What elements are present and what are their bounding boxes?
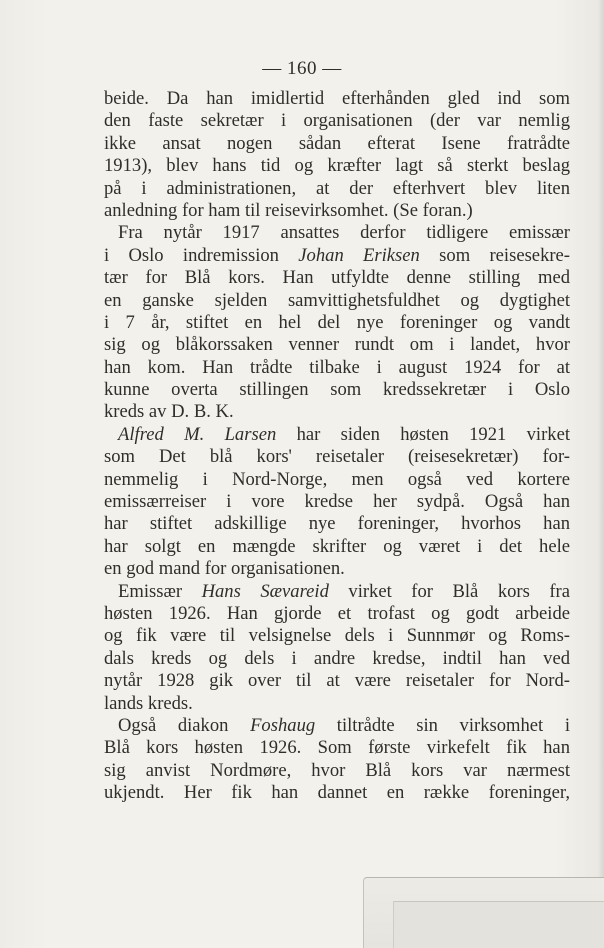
text-segment: på i administrationen, at der efterhvert blev liten (104, 177, 570, 199)
text-line (104, 334, 570, 356)
text-segment: i 7 år, stiftet en hel del nye foreninger og vandt (104, 311, 570, 333)
text-segment: tiltrådte sin virksomhet i (315, 714, 570, 736)
text-line (104, 88, 570, 110)
text-line (104, 222, 570, 244)
text-line (104, 558, 570, 580)
text-segment: som Det blå kors' reisetaler (reisesekretær) for- (104, 446, 570, 468)
text-segment-italic-name: Johan Eriksen (298, 244, 420, 266)
text-line (104, 446, 570, 468)
text-segment: har siden høsten 1921 virket (276, 423, 570, 445)
text-segment: Fra nytår 1917 ansattes derfor tidligere emissær (118, 222, 570, 244)
text-line (104, 737, 570, 759)
text-line (104, 401, 570, 423)
text-segment: virket for Blå kors fra (328, 580, 570, 602)
text-segment: Emissær (118, 580, 202, 602)
text-line (104, 603, 570, 625)
text-segment: 1913), blev hans tid og kræfter lagt så sterkt beslag (104, 155, 570, 177)
text-segment: og fik være til velsignelse dels i Sunnmør og Roms- (104, 625, 570, 647)
text-line (104, 133, 570, 155)
text-segment: har stiftet adskillige nye foreninger, hvorhos han (104, 513, 570, 535)
text-segment: lands kreds. (104, 692, 193, 714)
text-segment: den faste sekretær i organisationen (der var nemlig (104, 110, 570, 132)
text-segment: kunne overta stillingen som kredssekretær i Oslo (104, 379, 570, 401)
text-segment-italic-name: Alfred M. Larsen (118, 423, 277, 445)
text-line (104, 110, 570, 132)
text-line (104, 648, 570, 670)
text-segment: nemmelig i Nord-Norge, men også ved kortere (104, 468, 570, 490)
text-line (104, 670, 570, 692)
text-line (104, 290, 570, 312)
text-line (104, 424, 570, 446)
text-line (104, 581, 570, 603)
text-line (104, 312, 570, 334)
text-segment-italic-name: Foshaug (250, 714, 316, 736)
text-segment: har solgt en mængde skrifter og været i det hele (104, 535, 570, 557)
text-line (104, 178, 570, 200)
text-segment-italic-name: Hans Sævareid (201, 580, 329, 602)
text-segment: kreds av D. B. K. (104, 401, 234, 423)
text-segment: Også diakon (118, 714, 251, 736)
text-segment: ikke ansat nogen sådan efterat Isene fratrådte (104, 132, 570, 154)
text-segment: han kom. Han trådte tilbake i august 1924 for at (104, 356, 570, 378)
text-segment: en ganske sjelden samvittighetsfuldhet og dygtighet (104, 289, 570, 311)
text-segment: som reisesekre- (419, 244, 570, 266)
text-line (104, 625, 570, 647)
text-line (104, 245, 570, 267)
text-line (104, 267, 570, 289)
text-segment: tær for Blå kors. Han utfyldte denne stilling med (104, 267, 570, 289)
text-segment: en god mand for organisationen. (104, 558, 345, 580)
text-segment: sig anvist Nordmøre, hvor Blå kors var nærmest (104, 759, 570, 781)
text-segment: dals kreds og dels i andre kredse, indtil han ved (104, 647, 570, 669)
page-corner-fold (363, 877, 604, 948)
text-segment: ukjendt. Her fik han dannet en række foreninger, (104, 782, 570, 804)
page-corner-inner (393, 901, 604, 948)
text-segment: beide. Da han imidlertid efterhånden gled ind som (104, 88, 570, 109)
text-line (104, 760, 570, 782)
text-line (104, 379, 570, 401)
text-line (104, 693, 570, 715)
text-line (104, 469, 570, 491)
text-segment: Blå kors høsten 1926. Som første virkefelt fik han (104, 737, 570, 759)
text-segment: emissærreiser i vore kredse her sydpå. Også han (104, 491, 570, 513)
text-line (104, 357, 570, 379)
page-number: — 160 — (262, 58, 342, 79)
page-edge-shadow (598, 0, 604, 948)
text-segment: sig og blåkorssaken venner rundt om i landet, hvor (104, 334, 570, 356)
text-segment: høsten 1926. Han gjorde et trofast og godt arbeide (104, 602, 570, 624)
text-line (104, 536, 570, 558)
text-line (104, 513, 570, 535)
text-line (104, 491, 570, 513)
text-segment: nytår 1928 gik over til at være reisetaler for Nord- (104, 670, 570, 692)
text-line (104, 782, 570, 804)
text-line (104, 200, 570, 222)
text-segment: anledning for ham til reisevirksomhet. (Se foran.) (104, 199, 473, 221)
body-text (104, 88, 570, 805)
text-line (104, 715, 570, 737)
text-line (104, 155, 570, 177)
text-segment: i Oslo indremission (104, 244, 299, 266)
